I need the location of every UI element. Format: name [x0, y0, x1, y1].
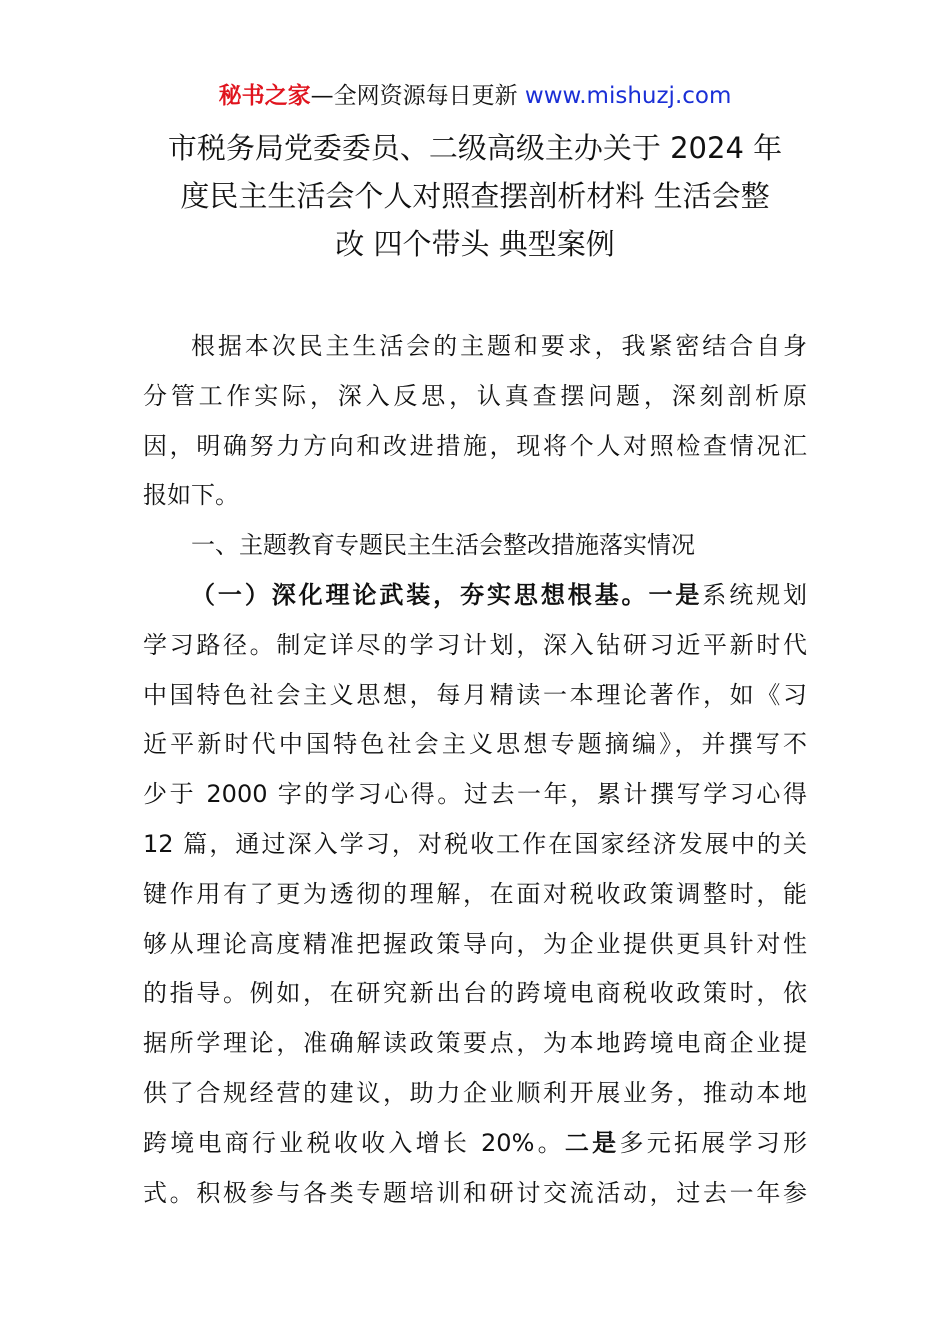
body-line: 报如下。	[143, 481, 239, 510]
header-url-link[interactable]: www.mishuzj.com	[524, 83, 732, 109]
site-header	[0, 80, 950, 112]
body-text: 跨境电商行业税收收入增长 20%。	[143, 1128, 565, 1157]
header-brand: 秘书之家	[218, 83, 311, 109]
body-line: 12 篇，通过深入学习，对税收工作在国家经济发展中的关	[143, 829, 807, 858]
title-line-1: 市税务局党委委员、二级高级主办关于 2024 年	[167, 131, 783, 165]
point-marker-1: 一是	[648, 580, 703, 609]
body-line: 近平新时代中国特色社会主义思想专题摘编》，并撰写不	[143, 730, 807, 759]
body-line: 学习路径。制定详尽的学习计划，深入钻研习近平新时代	[143, 630, 807, 659]
body-line: 的指导。例如，在研究新出台的跨境电商税收政策时，依	[143, 979, 807, 1008]
title-line-3: 改 四个带头 典型案例	[335, 227, 615, 261]
body-line: 中国特色社会主义思想，每月精读一本理论著作，如《习	[143, 680, 807, 709]
section-heading: 一、主题教育专题民主生活会整改措施落实情况	[191, 531, 695, 560]
title-line-2: 度民主生活会个人对照查摆剖析材料 生活会整	[180, 179, 770, 213]
body-line: 够从理论高度精准把握政策导向，为企业提供更具针对性	[143, 929, 807, 958]
body-line: 因，明确努力方向和改进措施，现将个人对照检查情况汇	[143, 431, 807, 460]
body-text: 系统规划	[702, 580, 808, 609]
body-line: 分管工作实际，深入反思，认真查摆问题，深刻剖析原	[143, 381, 807, 410]
body-line: 少于 2000 字的学习心得。过去一年，累计撰写学习心得	[143, 780, 807, 809]
document-body	[143, 322, 807, 1218]
point-marker-2: 二是	[564, 1128, 620, 1157]
body-line: 据所学理论，准确解读政策要点，为本地跨境电商企业提	[143, 1029, 807, 1058]
subsection-line	[143, 571, 807, 621]
document-title	[140, 124, 810, 268]
body-line: 根据本次民主生活会的主题和要求，我紧密结合自身	[191, 332, 807, 360]
header-tagline: —全网资源每日更新	[310, 83, 525, 109]
subsection-heading: （一）深化理论武装，夯实思想根基。	[191, 580, 649, 609]
body-line: 供了合规经营的建议，助力企业顺利开展业务，推动本地	[143, 1078, 807, 1107]
body-line: 式。积极参与各类专题培训和研讨交流活动，过去一年参	[143, 1178, 807, 1207]
body-line	[143, 1119, 807, 1169]
body-line: 键作用有了更为透彻的理解，在面对税收政策调整时，能	[143, 879, 807, 908]
body-text: 多元拓展学习形	[619, 1128, 808, 1157]
